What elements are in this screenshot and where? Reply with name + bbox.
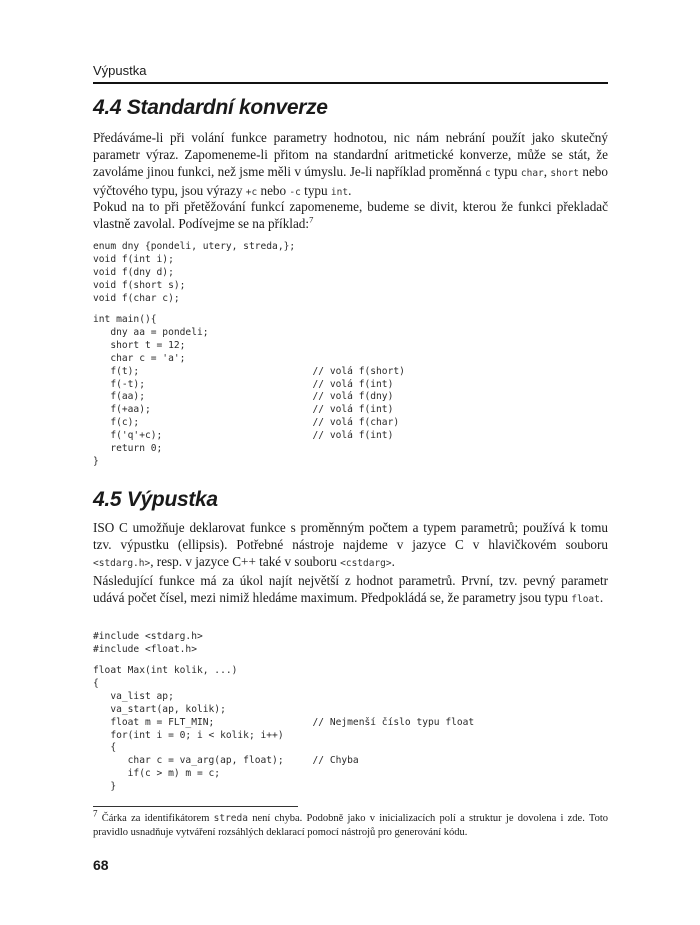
inline-code: short [550, 168, 580, 179]
footnote-ref: 7 [309, 214, 314, 225]
code-block-includes: #include <stdarg.h> #include <float.h> [93, 631, 203, 655]
footnote-rule [93, 806, 298, 807]
running-head: Výpustka [93, 63, 147, 78]
paragraph-standard-conversions: Předáváme-li při volání funkce parametry hodnotou, nic nám nebrání použít jako skutečný parametr výraz. Zapomeneme-li přitom na standardní aritmetické konverze, může se stát, že zavoláme jinou funkci, než jsme měli v úmyslu. Je-li například proměnná c typu char, short nebo výčtového typu, jsou výrazy +c nebo -c typu int. [93, 130, 608, 198]
inline-code: c [485, 168, 491, 179]
section-title-4-5: 4.5 Výpustka [93, 488, 218, 511]
code-block-declarations: enum dny {pondeli, utery, streda,}; void f(int i); void f(dny d); void f(short s); void f(char c); [93, 241, 296, 304]
inline-code: <stdarg.h> [93, 558, 151, 569]
footnote: $^7$ Čárka za identifikátorem streda není chyba. Podobně jako v inicializacích polí a struktur je dovolena i zde. Toto pravidlo usnadňuje vytváření rozsáhlých deklarací pomocí nástrojů pro generování kódu. [93, 808, 609, 838]
paragraph-ellipsis-intro: ISO C umožňuje deklarovat funkce s proměnným počtem a typem parametrů; používá k tomu tzv. výpustku (ellipsis). Potřebné nástroje najdeme v jazyce C v hlavičkovém souboru <stdarg.h>, resp. v jazyce C++ také v souboru <cstdarg>. [93, 520, 608, 569]
page-number: 68 [93, 857, 109, 873]
inline-code: streda [213, 813, 248, 824]
inline-code: +c [245, 187, 258, 198]
code-block-main: int main(){ dny aa = pondeli; short t = 12; char c = 'a'; f(t); // volá f(short) f(-t); // volá f(int) f(aa); // volá f(dny) f(+aa); // volá f(int) f(c); // volá f(char) f('q'+c); // volá f(int) return 0; } [93, 314, 405, 467]
paragraph-max-function: Následující funkce má za úkol najít největší z hodnot parametrů. První, tzv. pevný parametr udává počet čísel, mezi nimiž hledáme maximum. Předpokládá se, že parametry jsou typu float. [93, 573, 608, 605]
inline-code: float [571, 594, 600, 605]
inline-code: -c [289, 187, 301, 198]
inline-code: int [330, 187, 349, 198]
header-rule [93, 82, 608, 84]
footnote-number: 7 [93, 808, 98, 819]
code-block-max: float Max(int kolik, ...) { va_list ap; va_start(ap, kolik); float m = FLT_MIN; // Nejmenší číslo typu float for(int i = 0; i < kolik; i++) { char c = va_arg(ap, float); // Chyba if(c > m) m = c; } [93, 665, 475, 793]
inline-code: char [520, 168, 544, 179]
section-title-4-4: 4.4 Standardní konverze [93, 96, 328, 119]
paragraph-overload-warning: Pokud na to při přetěžování funkcí zapomeneme, budeme se divit, kterou že funkci překladač vlastně zavolal. Podívejme se na příklad:$^7$ [93, 199, 608, 231]
inline-code: <cstdarg> [340, 558, 392, 569]
